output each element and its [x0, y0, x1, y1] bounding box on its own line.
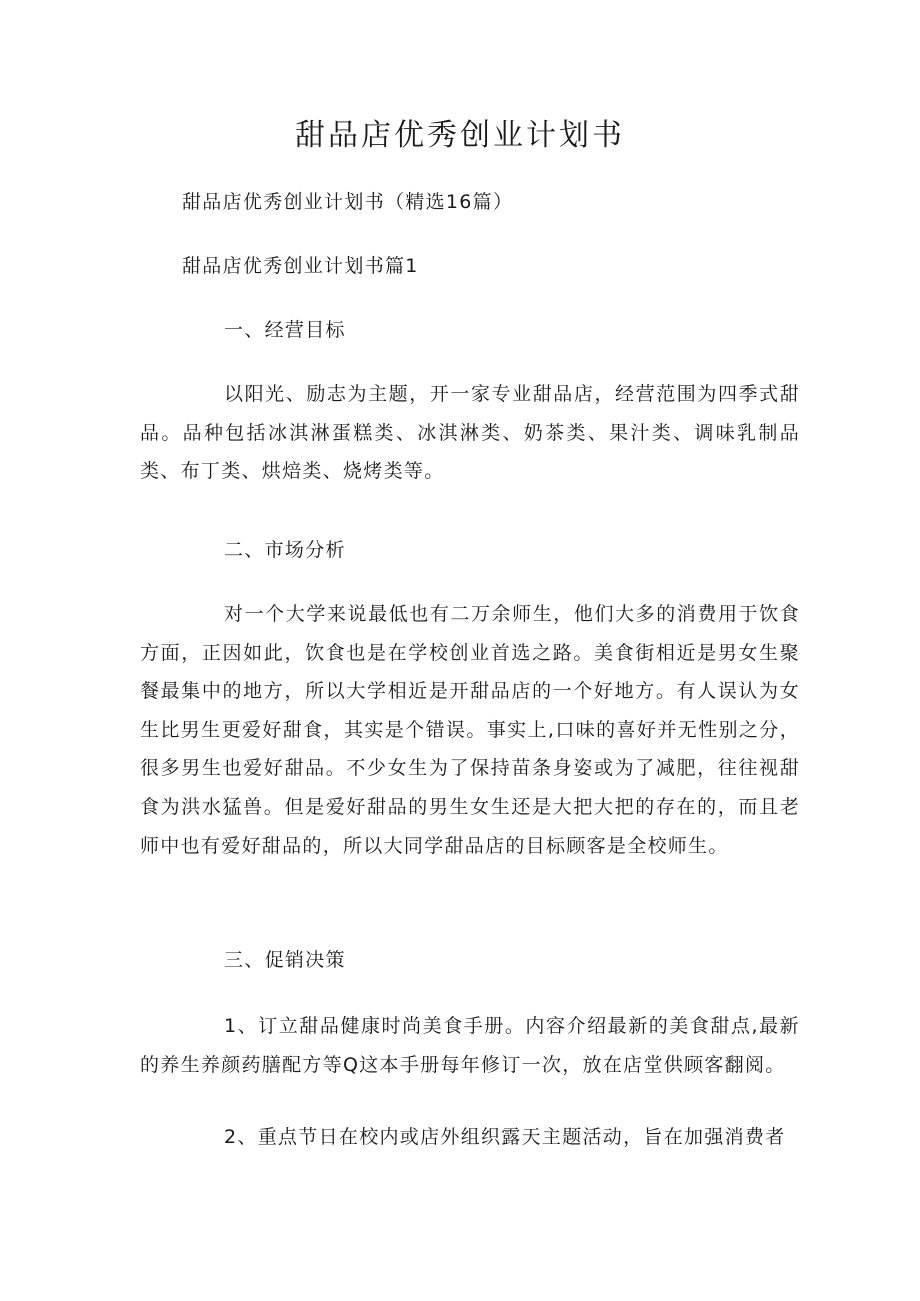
- section-1-paragraph-1: 以阳光、励志为主题，开一家专业甜品店，经营范围为四季式甜品。品种包括冰淇淋蛋糕类、冰淇淋类、奶茶类、果汁类、调味乳制品类、布丁类、烘焙类、烧烤类等。: [140, 383, 800, 483]
- section-heading-1: 一、经营目标: [224, 319, 346, 341]
- section-3-paragraph-2: 2、重点节日在校内或店外组织露天主题活动，旨在加强消费者: [224, 1126, 786, 1148]
- document-title: 甜品店优秀创业计划书: [295, 118, 625, 153]
- section-heading-2: 二、市场分析: [224, 539, 346, 561]
- part-heading: 甜品店优秀创业计划书篇1: [182, 255, 419, 277]
- document-subtitle: 甜品店优秀创业计划书（精选16篇）: [182, 191, 514, 213]
- section-heading-3: 三、促销决策: [224, 949, 346, 971]
- section-2-paragraph-1: 对一个大学来说最低也有二万余师生，他们大多的消费用于饮食方面，正因如此，饮食也是在学校创业首选之路。美食街相近是男女生聚餐最集中的地方，所以大学相近是开甜品店的一个好地方。有人误认为女生比男生更爱好甜食，其实是个错误。事实上,口味的喜好并无性别之分，很多男生也爱好甜品。不少女生为了保持苗条身姿或为了减肥，往往视甜食为洪水猛兽。但是爱好甜品的男生女生还是大把大把的存在的，而且老师中也有爱好甜品的，所以大同学甜品店的目标顾客是全校师生。: [140, 603, 800, 857]
- section-3-paragraph-1: 1、订立甜品健康时尚美食手册。内容介绍最新的美食甜点,最新的养生养颜药膳配方等Q这本手册每年修订一次，放在店堂供顾客翻阅。: [140, 1015, 800, 1076]
